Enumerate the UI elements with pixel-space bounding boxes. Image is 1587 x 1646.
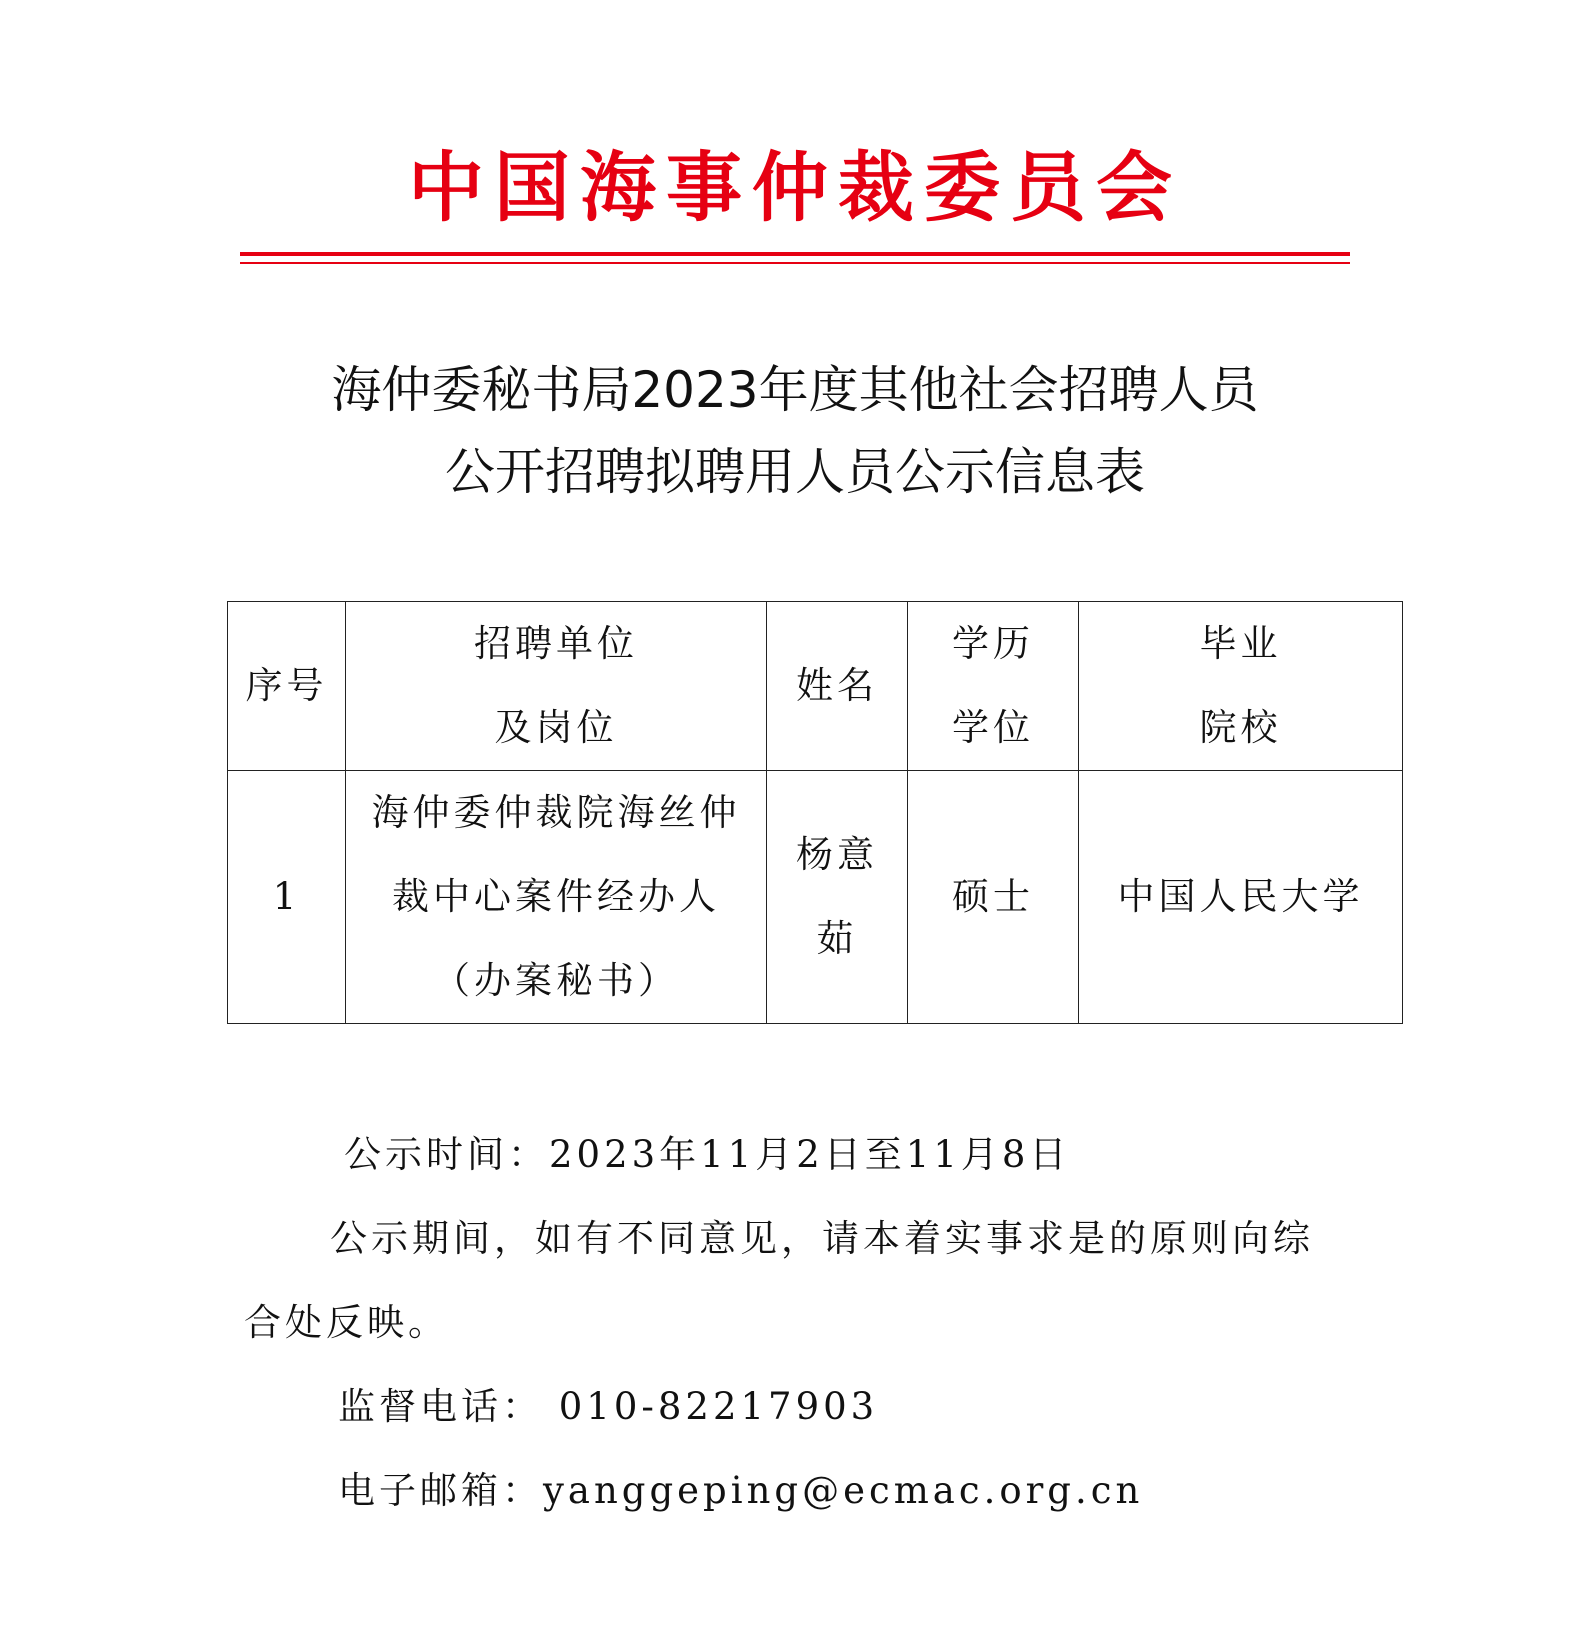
cell-name-line1: 杨意 [796, 833, 878, 876]
cell-degree [908, 771, 1079, 1024]
header-school [1079, 602, 1403, 771]
cell-name [767, 771, 908, 1024]
cell-seq [228, 771, 346, 1024]
cell-school [1079, 771, 1403, 1024]
notice-feedback-line1: 公示期间，如有不同意见，请本着实事求是的原则向综 [330, 1217, 1314, 1260]
header-rule-thin [240, 262, 1350, 264]
cell-seq-value: 1 [272, 875, 301, 918]
notice-feedback-line2: 合处反映。 [244, 1301, 449, 1344]
cell-school-value: 中国人民大学 [1117, 875, 1364, 918]
header-rule-thick [240, 252, 1350, 256]
notice-period: 公示时间：2023年11月2日至11月8日 [344, 1133, 1071, 1176]
header-unit-label-line1: 招聘单位 [474, 622, 638, 665]
table-header-row [228, 602, 1403, 771]
cell-unit-line2: 裁中心案件经办人 [392, 875, 720, 918]
header-name-label: 姓名 [796, 664, 878, 707]
header-degree [908, 602, 1079, 771]
document-title-line2: 公开招聘拟聘用人员公示信息表 [445, 443, 1145, 501]
notice-email: 电子邮箱：yanggeping@ecmac.org.cn [338, 1469, 1144, 1512]
candidate-info-table [227, 601, 1403, 1024]
notice-phone: 监督电话： 010-82217903 [338, 1385, 879, 1428]
header-unit [346, 602, 767, 771]
document-title-line1: 海仲委秘书局2023年度其他社会招聘人员 [331, 361, 1259, 419]
cell-degree-value: 硕士 [952, 875, 1034, 918]
cell-unit-line3: （办案秘书） [433, 959, 679, 1002]
header-degree-label-line1: 学历 [952, 622, 1034, 665]
header-seq-label: 序号 [245, 664, 328, 707]
header-name [767, 602, 908, 771]
cell-name-line2: 茹 [816, 917, 858, 960]
header-school-label-line2: 院校 [1199, 706, 1282, 749]
header-seq [228, 602, 346, 771]
cell-unit-line1: 海仲委仲裁院海丝仲 [371, 791, 741, 834]
org-title: 中国海事仲裁委员会 [408, 143, 1182, 232]
header-school-label-line1: 毕业 [1199, 622, 1282, 665]
header-unit-label-line2: 及岗位 [494, 706, 618, 749]
table-row [228, 771, 1403, 1024]
header-degree-label-line2: 学位 [952, 706, 1034, 749]
cell-unit [346, 771, 767, 1024]
